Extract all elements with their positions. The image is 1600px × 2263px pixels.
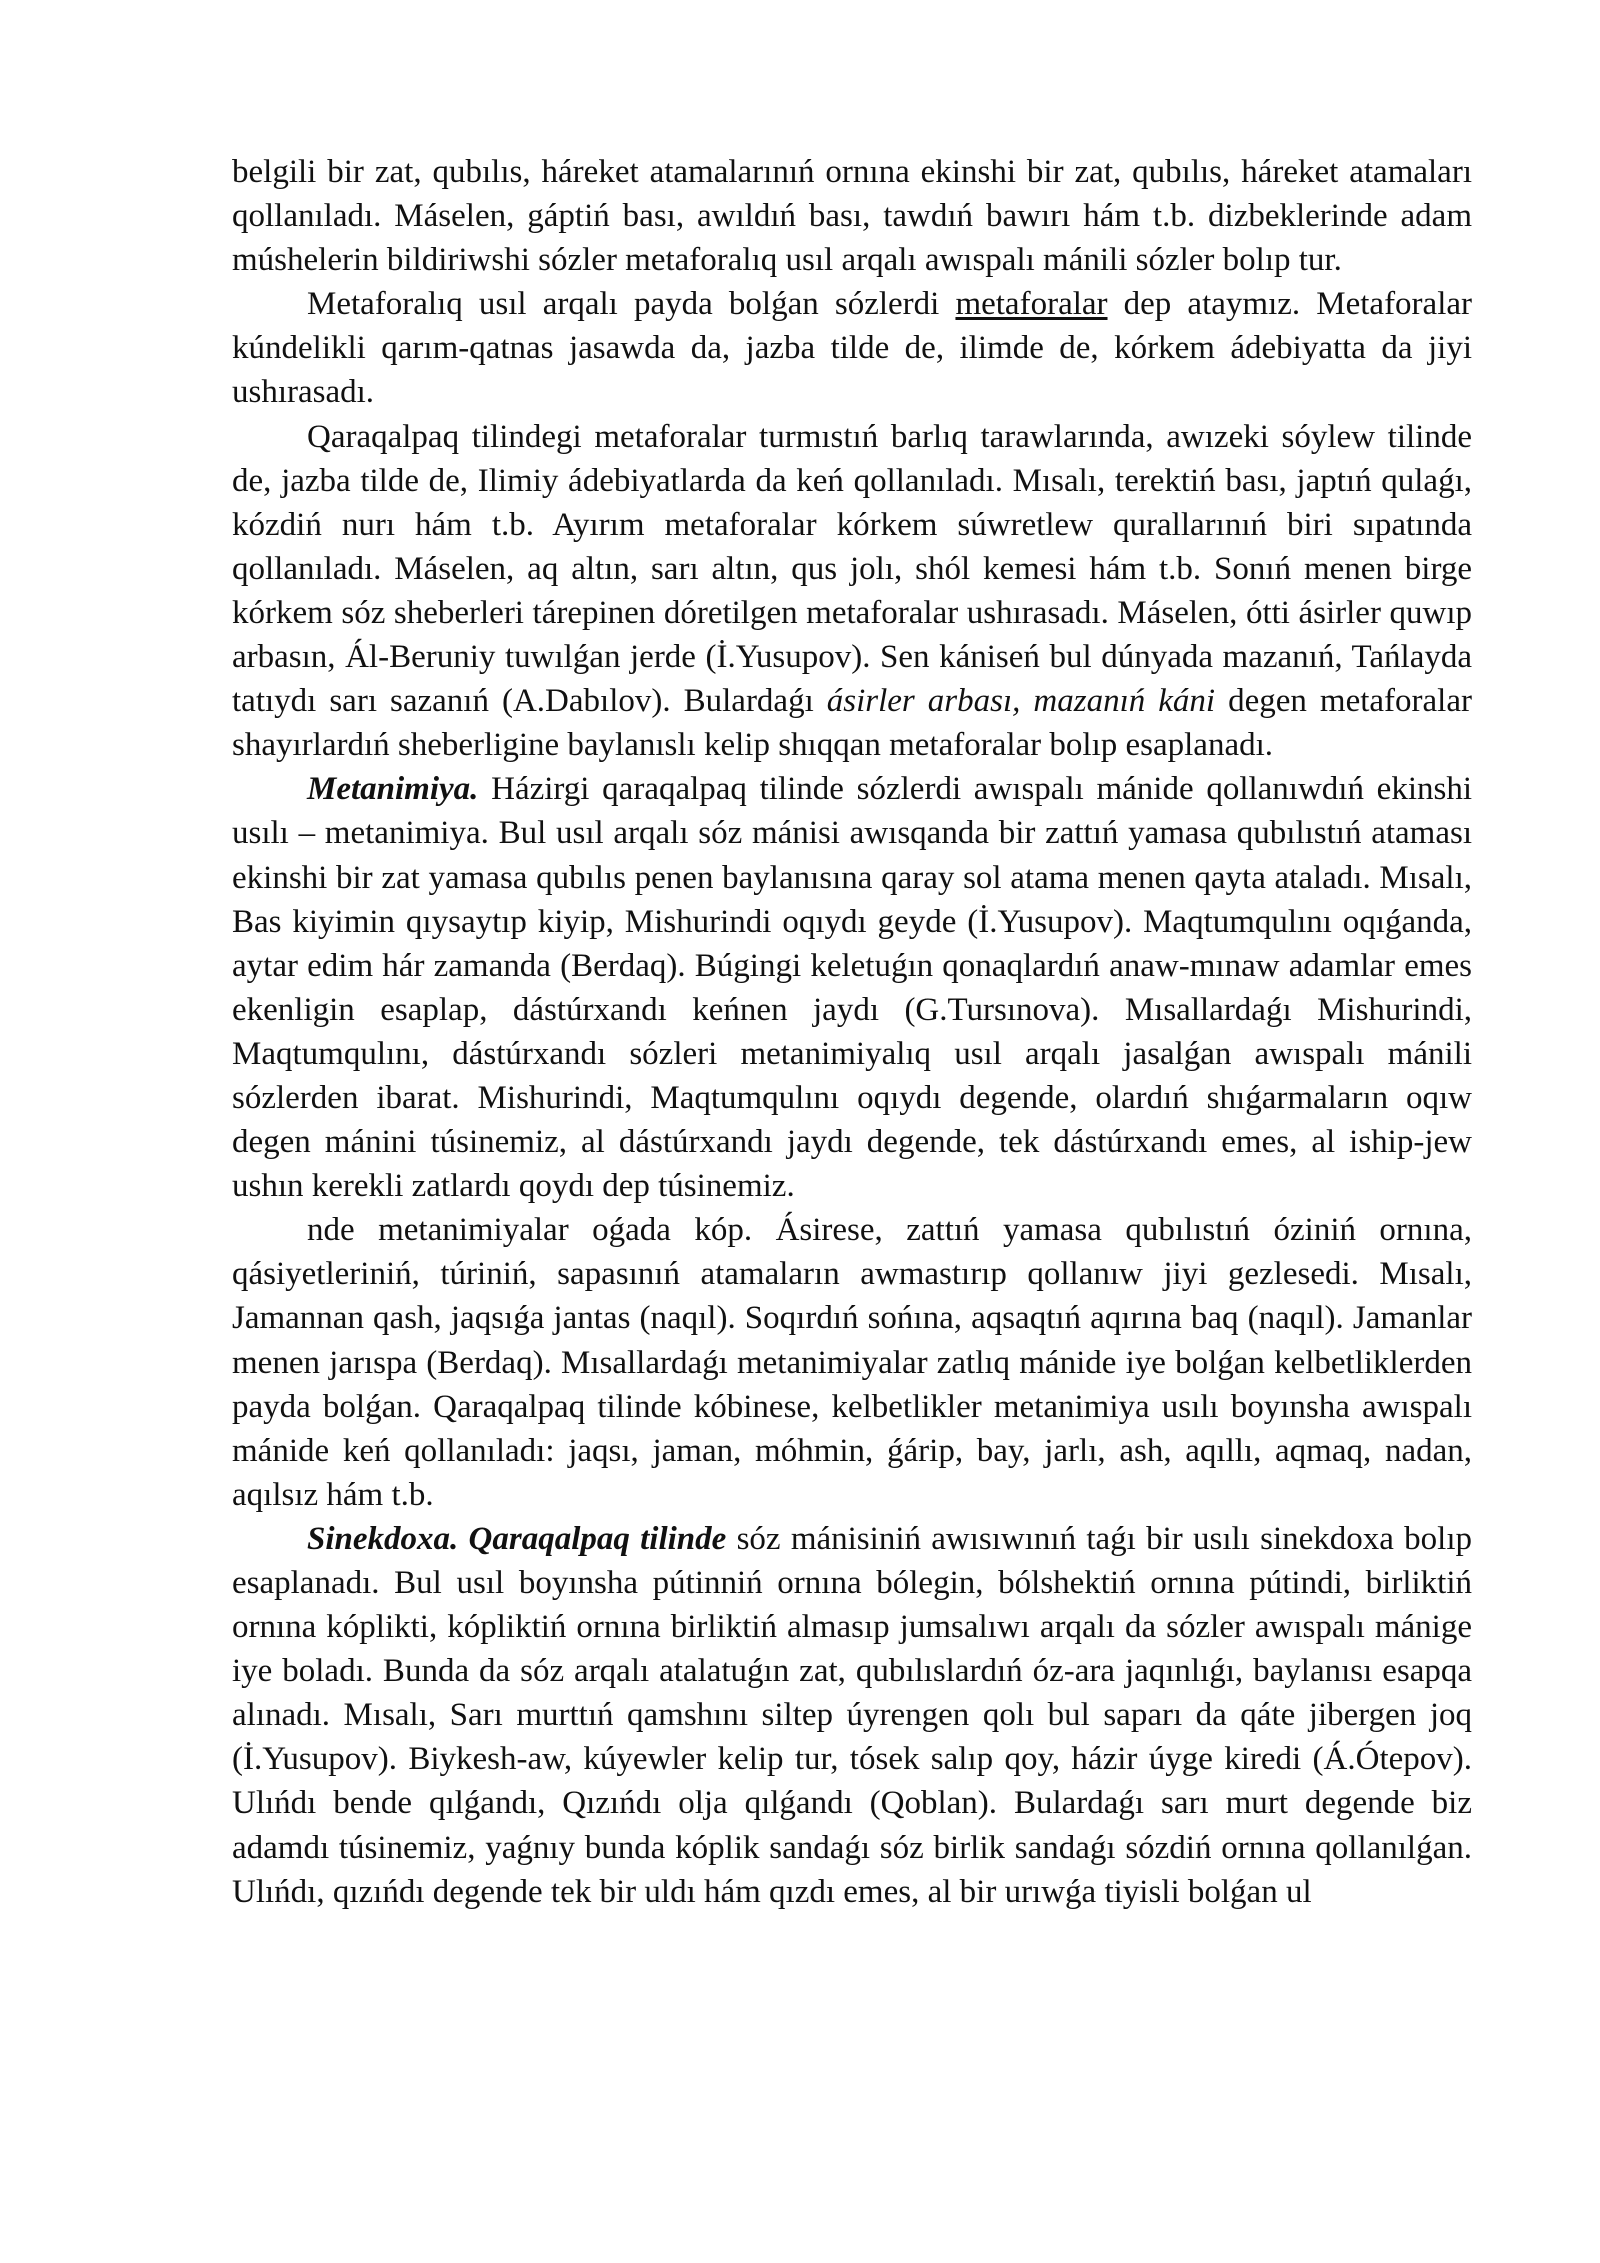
paragraph-2 — [232, 282, 1472, 414]
document-page — [232, 150, 1472, 1914]
paragraph-2-text-start: Metaforalıq usıl arqalı payda bolǵan sózlerdi — [307, 286, 956, 323]
paragraph-3 — [232, 415, 1472, 768]
paragraph-4 — [232, 767, 1472, 1208]
italic-examples: ásirler arbası, mazanıń káni — [826, 683, 1216, 720]
paragraph-4-text: Házirgi qaraqalpaq tilinde sózlerdi awıspalı mánide qollanıwdıń ekinshi usılı – metanimiya. Bul usıl arqalı sóz mánisi awısqanda bir zattıń yamasa qubılıstıń ataması ekinshi bir zat yamasa qubılıs penen baylanısına qaray sol atama menen qayta ataladı. Mısalı, Bas kiyimin qıysaytıp kiyip, Mishurindi oqıydı geyde (İ.Yusupov). Maqtumqulını oqıǵanda, aytar edim hár zamanda (Berdaq). Búgingi keletuǵın qonaqlardıń anaw-mınaw adamlar emes ekenligin esaplap, dástúrxandı keńnen jaydı (G.Tursınova). Mısallardaǵı Mishurindi, Maqtumqulını, dástúrxandı sózleri metanimiyalıq usıl arqalı jasalǵan awıspalı mánili sózlerden ibarat. Mishurindi, Maqtumqulını oqıydı degende, olardıń shıǵarmaların oqıw degen mánini túsinemiz, al dástúrxandı jaydı degende, tek dástúrxandı emes, al iship-jew ushın kerekli zatlardı qoydı dep túsinemiz. — [232, 771, 1472, 1205]
paragraph-2-text-end: dep ataymız. Metaforalar kúndelikli qarım-qatnas jasawda da, jazba tilde de, ilimde de, kórkem ádebiyatta da jiyi ushırasadı. — [232, 286, 1473, 411]
term-sinekdoxa: Sinekdoxa. Qaraqalpaq tilinde — [307, 1520, 727, 1557]
paragraph-3-text-end: degen metaforalar shayırlardıń sheberligine baylanıslı kelip shıqqan metaforalar bolıp esaplanadı. — [232, 683, 1472, 764]
paragraph-5: nde metanimiyalar oǵada kóp. Ásirese, zattıń yamasa qubılıstıń óziniń ornına, qásiyetleriniń, túriniń, sapasınıń atamaların awmastırıp qollanıw jiyi gezlesedi. Mısalı, Jamannan qash, jaqsıǵa jantas (naqıl). Soqırdıń sońına, aqsaqtıń aqırına baq (naqıl). Jamanlar menen jarıspa (Berdaq). Mısallardaǵı metanimiyalar zatlıq mánide iye bolǵan kelbetliklerden payda bolǵan. Qaraqalpaq tilinde kóbinese, kelbetlikler metanimiya usılı boyınsha awıspalı mánide keń qollanıladı: jaqsı, jaman, móhmin, ǵárip, bay, jarlı, ash, aqıllı, aqmaq, nadan, aqılsız hám t.b. — [232, 1212, 1472, 1513]
paragraph-1: belgili bir zat, qubılıs, háreket atamalarınıń ornına ekinshi bir zat, qubılıs, háreket atamaları qollanıladı. Máselen, gáptiń bası, awıldıń bası, tawdıń bawırı hám t.b. dizbeklerinde adam múshelerin bildiriwshi sózler metaforalıq usıl arqalı awıspalı mánili sózler bolıp tur. — [232, 154, 1472, 279]
term-metanimiya: Metanimiya. — [307, 771, 479, 808]
paragraph-6-text: sóz mánisiniń awısıwınıń taǵı bir usılı sinekdoxa bolıp esaplanadı. Bul usıl boyınsha pútinniń ornına bólegin, bólshektiń ornına pútindi, birliktiń ornına kóplikti, kópliktiń ornına birliktiń almasıp jumsalıwı arqalı da sózler awıspalı mánige iye boladı. Bunda da sóz arqalı atalatuǵın zat, qubılıslardıń óz-ara jaqınlıǵı, baylanısı esapqa alınadı. Mısalı, Sarı murttıń qamshını siltep úyrengen qolı bul saparı da qáte jibergen joq (İ.Yusupov). Biykesh-aw, kúyewler kelip tur, tósek salıp qoy, házir úyge kiredi (Á.Ótepov). Ulıńdı bende qılǵandı, Qızıńdı olja qılǵandı (Qoblan). Bulardaǵı sarı murt degende biz adamdı túsinemiz, yaǵnıy bunda kóplik sandaǵı sóz birlik sandaǵı sózdiń ornına qollanılǵan. Ulıńdı, qızıńdı degende tek bir uldı hám qızdı emes, al bir urıwǵa tiyisli bolǵan ul — [232, 1520, 1472, 1910]
paragraph-6 — [232, 1517, 1472, 1914]
term-metaforalar: metaforalar — [955, 286, 1108, 323]
paragraph-3-text-start: Qaraqalpaq tilindegi metaforalar turmıstıń barlıq tarawlarında, awızeki sóylew tilinde de, jazba tilde de, Ilimiy ádebiyatlarda da keń qollanıladı. Mısalı, terektiń bası, japtıń qulaǵı, kózdiń nurı hám t.b. Ayırım metaforalar kórkem súwretlew qurallarınıń biri sıpatında qollanıladı. Máselen, aq altın, sarı altın, qus jolı, shól kemesi hám t.b. Sonıń menen birge kórkem sóz sheberleri tárepinen dóretilgen metaforalar ushırasadı. Máselen, ótti ásirler quwıp arbasın, Ál-Beruniy tuwılǵan jerde (İ.Yusupov). Sen kániseń bul dúnyada mazanıń, Tańlayda tatıydı sarı sazanıń (A.Dabılov). Bulardaǵı — [232, 418, 1472, 720]
